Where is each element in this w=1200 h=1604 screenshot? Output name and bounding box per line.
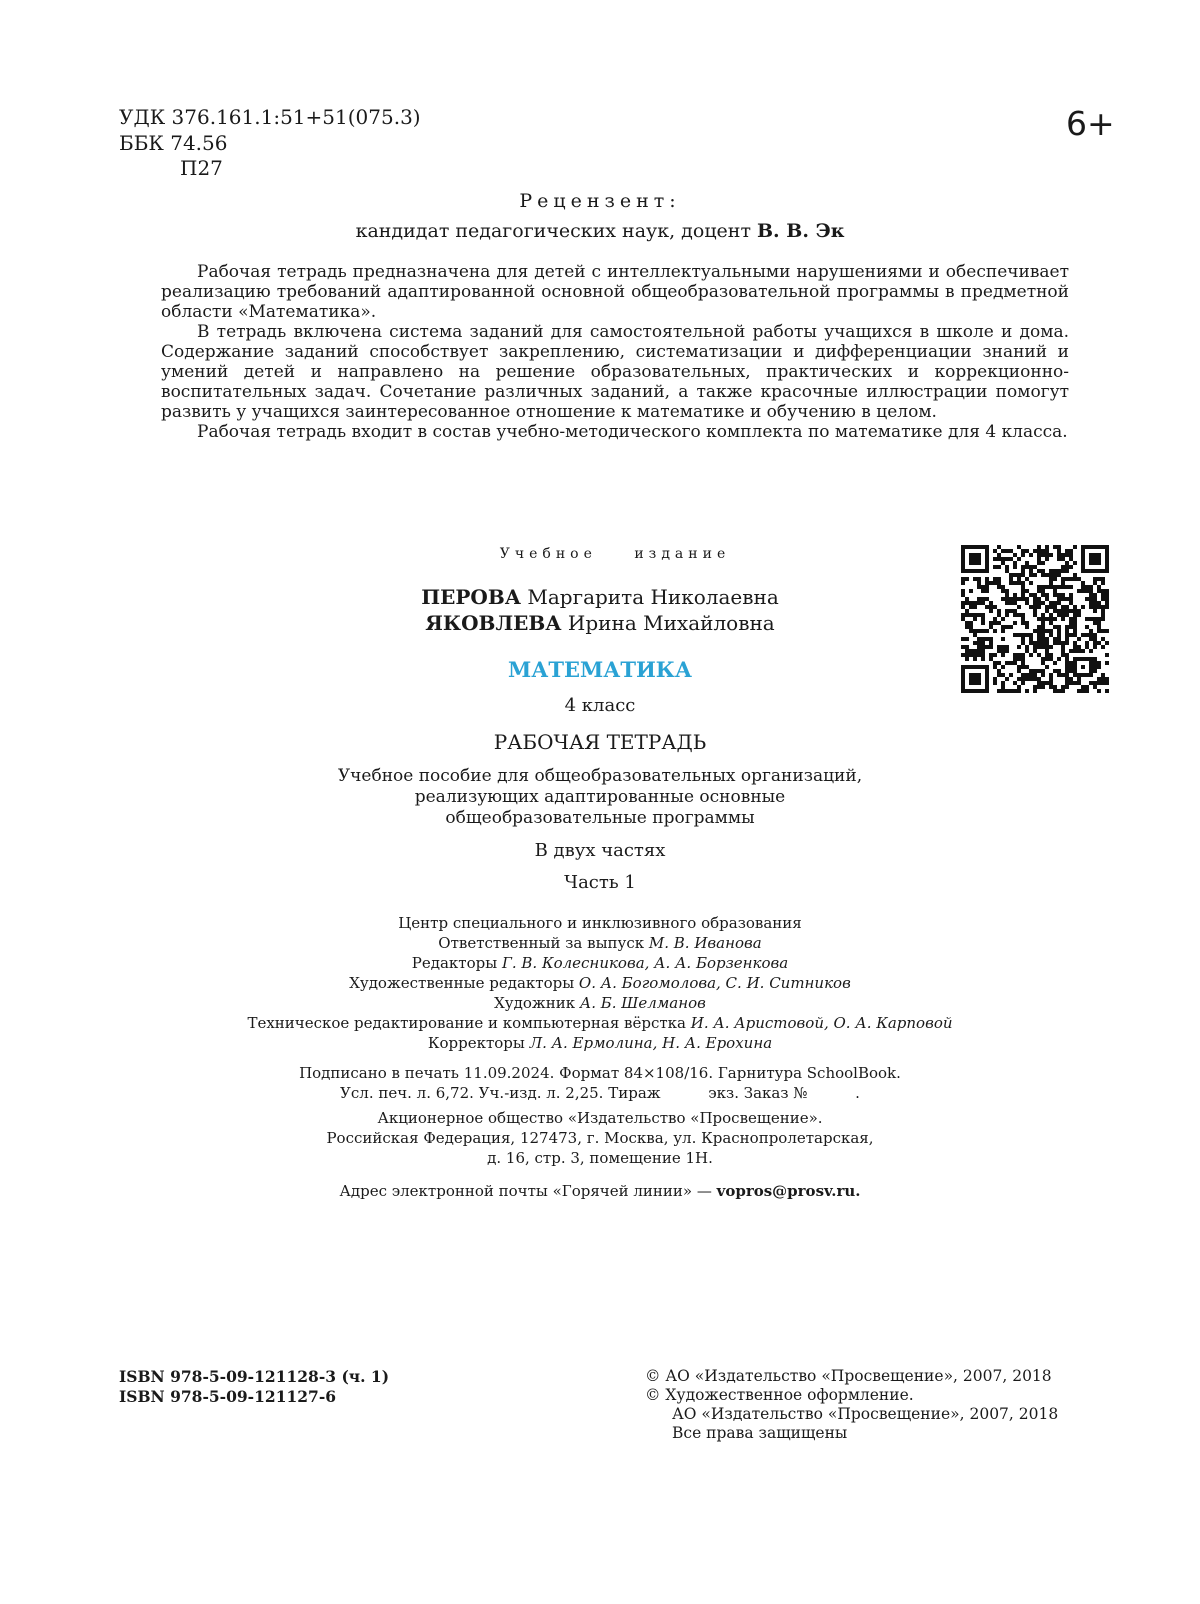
publisher-address-line: Российская Федерация, 127473, г. Москва, ул. Краснопролетарская,	[326, 1129, 874, 1147]
isbn-block	[119, 1367, 389, 1407]
credit-names: М. В. Иванова	[648, 934, 762, 952]
copyright-block	[645, 1367, 1058, 1443]
credit-label: Художественные редакторы	[349, 974, 579, 992]
print-volume-line: Усл. печ. л. 6,72. Уч.-изд. л. 2,25. Тираж экз. Заказ № .	[340, 1084, 860, 1102]
credit-label: Редакторы	[411, 954, 502, 972]
author-surname: ПЕРОВА	[421, 585, 522, 609]
credit-line	[0, 993, 1200, 1013]
credit-line	[0, 973, 1200, 993]
copyright-line: © АО «Издательство «Просвещение», 2007, 2018	[645, 1367, 1052, 1385]
reviewer-name: В. В. Эк	[757, 220, 845, 242]
credit-line	[0, 1013, 1200, 1033]
reviewer-title: Рецензент:	[519, 190, 681, 212]
qr-code-icon[interactable]	[961, 545, 1109, 693]
hotline-email-line	[0, 1181, 1200, 1201]
isbn-line: ISBN 978-5-09-121127-6	[119, 1387, 337, 1406]
hotline-label: Адрес электронной почты «Горячей линии» —	[339, 1182, 717, 1200]
publisher-address-line: д. 16, стр. 3, помещение 1Н.	[487, 1149, 713, 1167]
author-mark: П27	[180, 156, 223, 180]
credit-names: Г. В. Колесникова, А. А. Борзенкова	[501, 954, 789, 972]
reviewer-line	[0, 220, 1200, 242]
book-description-line: общеобразовательные программы	[445, 808, 755, 828]
credit-label: Центр специального и инклюзивного образования	[398, 914, 802, 932]
credit-names: Л. А. Ермолина, Н. А. Ерохина	[529, 1034, 773, 1052]
parts-count: В двух частях	[534, 840, 666, 861]
book-description-line: Учебное пособие для общеобразовательных организаций,	[337, 766, 863, 786]
subject-title: МАТЕМАТИКА	[507, 657, 692, 682]
copyright-line: Все права защищены	[672, 1424, 848, 1442]
credit-line	[0, 1033, 1200, 1053]
grade: 4 класс	[564, 695, 636, 716]
book-kind: РАБОЧАЯ ТЕТРАДЬ	[493, 730, 707, 754]
publisher-line: Акционерное общество «Издательство «Просвещение».	[377, 1109, 823, 1127]
credit-line	[0, 933, 1200, 953]
hotline-email[interactable]: vopros@prosv.ru.	[716, 1182, 861, 1200]
credit-label: Художник	[494, 994, 580, 1012]
author-surname: ЯКОВЛЕВА	[425, 611, 562, 635]
annotation-paragraph: Рабочая тетрадь входит в состав учебно-методического комплекта по математике для 4 класса.	[197, 422, 1068, 442]
credit-names: О. А. Богомолова, С. И. Ситников	[578, 974, 851, 992]
credit-label: Ответственный за выпуск	[438, 934, 649, 952]
edition-type: Учебное издание	[499, 546, 731, 562]
isbn-line: ISBN 978-5-09-121128-3 (ч. 1)	[119, 1367, 390, 1386]
copyright-line: АО «Издательство «Просвещение», 2007, 2018	[672, 1405, 1059, 1423]
book-description-line: реализующих адаптированные основные	[414, 787, 786, 807]
udk-code: УДК 376.161.1:51+51(075.3)	[119, 105, 421, 129]
copyright-line: © Художественное оформление.	[645, 1386, 914, 1404]
bbk-code: ББК 74.56	[119, 131, 228, 155]
print-signed-line: Подписано в печать 11.09.2024. Формат 84×108/16. Гарнитура SchoolBook.	[299, 1064, 901, 1082]
credit-label: Техническое редактирование и компьютерная вёрстка	[247, 1014, 691, 1032]
credit-line	[0, 913, 1200, 933]
credit-names: А. Б. Шелманов	[579, 994, 706, 1012]
credit-line	[0, 953, 1200, 973]
annotation-paragraph: В тетрадь включена система заданий для самостоятельной работы учащихся в школе и дома. Содержание заданий способствует закреплению, систематизации и дифференциации знаний и умений детей и направлено на решение образовательных, практических и коррекционно-воспитательных задач. Сочетание различных заданий, а также красочные иллюстрации помогут развить у учащихся заинтересованное отношение к математике и обучению в целом.	[161, 322, 1069, 422]
author-given-name: Маргарита Николаевна	[521, 585, 779, 609]
annotation-paragraph: Рабочая тетрадь предназначена для детей с интеллектуальными нарушениями и обеспечивает реализацию требований адаптированной основной общеобразовательной программы в предметной области «Математика».	[161, 262, 1069, 322]
age-rating: 6+	[1066, 104, 1115, 143]
credits	[0, 913, 1200, 1053]
author-given-name: Ирина Михайловна	[561, 611, 775, 635]
part-number: Часть 1	[564, 872, 636, 893]
reviewer-position: кандидат педагогических наук, доцент	[355, 220, 757, 242]
credit-label: Корректоры	[427, 1034, 530, 1052]
annotation	[161, 262, 1069, 442]
credit-names: И. А. Аристовой, О. А. Карповой	[690, 1014, 953, 1032]
